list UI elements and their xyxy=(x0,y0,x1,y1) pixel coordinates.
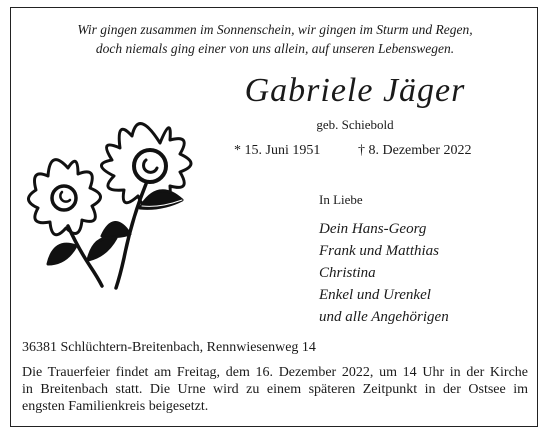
funeral-notice xyxy=(22,364,528,415)
mourner-line: Dein Hans-Georg xyxy=(319,221,427,237)
poem-line-1: Wir gingen zusammen im Sonnenschein, wir gingen im Sturm und Regen, xyxy=(77,22,473,37)
notice-line-2: in Breitenbach statt. Die Urne wird zu einem späteren Zeitpunkt in der Ostsee im xyxy=(22,382,528,397)
mourner-line: und alle Angehörigen xyxy=(319,309,449,325)
mourners-list xyxy=(319,218,449,328)
deceased-name: Gabriele Jäger xyxy=(244,72,466,109)
notice-line-1: Die Trauerfeier findet am Freitag, dem 16. Dezember 2022, um 14 Uhr in der Kirche xyxy=(22,365,528,380)
maiden-name: geb. Schiebold xyxy=(316,117,394,132)
birth-date: * 15. Juni 1951 xyxy=(234,143,321,158)
death-date: † 8. Dezember 2022 xyxy=(358,143,472,158)
mourner-line: Enkel und Urenkel xyxy=(319,287,431,303)
large-sunflower xyxy=(101,124,191,288)
mourner-line: Christina xyxy=(319,265,376,281)
sunflowers-drawing xyxy=(20,88,200,293)
notice-line-3: engsten Familienkreis beigesetzt. xyxy=(22,399,209,414)
address: 36381 Schlüchtern-Breitenbach, Rennwiesenweg 14 xyxy=(22,340,316,355)
in-love-label: In Liebe xyxy=(319,192,363,207)
small-sunflower xyxy=(28,160,116,286)
poem-line-2: doch niemals ging einer von uns allein, auf unseren Lebenswegen. xyxy=(95,41,455,56)
mourner-line: Frank und Matthias xyxy=(319,243,439,259)
